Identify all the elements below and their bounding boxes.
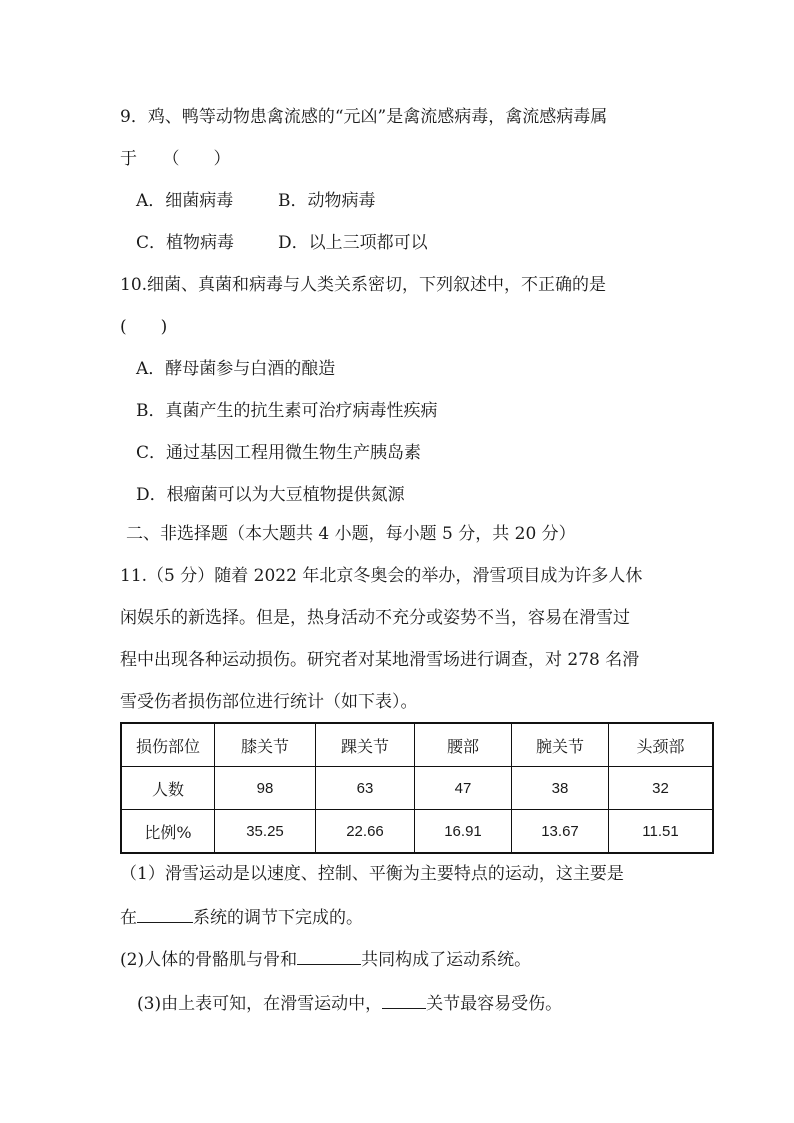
table-cell: 13.67 [512, 810, 609, 854]
q9-option-c: C．植物病毒 [136, 233, 235, 253]
table-cell: 22.66 [316, 810, 415, 854]
table-row [121, 767, 713, 810]
table-cell: 38 [512, 767, 609, 810]
q9-stem-line1: 9．鸡、鸭等动物患禽流感的“元凶”是禽流感病毒，禽流感病毒属 [120, 107, 608, 127]
q9-stem-line2: 于 （ ） [120, 149, 231, 169]
table-header-cell: 腕关节 [512, 723, 609, 767]
q10-option-d: D．根瘤菌可以为大豆植物提供氮源 [136, 485, 405, 505]
table-cell: 16.91 [415, 810, 512, 854]
q10-option-a: A．酵母菌参与白酒的酿造 [136, 359, 336, 379]
table-header-cell: 头颈部 [609, 723, 714, 767]
answer-blank-2[interactable] [297, 946, 361, 965]
q11-sub2 [120, 946, 531, 972]
q10-stem-line1: 10.细菌、真菌和病毒与人类关系密切，下列叙述中，不正确的是 [120, 275, 607, 295]
q9-option-b: B．动物病毒 [278, 191, 376, 211]
answer-blank-1[interactable] [137, 904, 193, 923]
q11-sub2-suffix: 共同构成了运动系统。 [361, 950, 532, 970]
q11-stem-line2: 闲娱乐的新选择。但是，热身活动不充分或姿势不当，容易在滑雪过 [120, 608, 630, 628]
q11-sub1-line1: （1）滑雪运动是以速度、控制、平衡为主要特点的运动，这主要是 [120, 864, 624, 884]
table-header-cell: 损伤部位 [121, 723, 215, 767]
answer-blank-3[interactable] [382, 990, 426, 1009]
q9-option-a: A．细菌病毒 [136, 191, 234, 211]
section-heading: 二、非选择题（本大题共 4 小题，每小题 5 分，共 20 分） [126, 524, 576, 544]
injury-statistics-table [120, 722, 714, 854]
q11-sub3-prefix: (3)由上表可知，在滑雪运动中， [137, 994, 383, 1014]
q11-stem-line3: 程中出现各种运动损伤。研究者对某地滑雪场进行调查，对 278 名滑 [120, 650, 640, 670]
table-header-row [121, 723, 713, 767]
q11-sub1-prefix: 在 [120, 908, 137, 928]
table-cell: 32 [609, 767, 714, 810]
q10-option-b: B．真菌产生的抗生素可治疗病毒性疾病 [136, 401, 438, 421]
table-cell: 11.51 [609, 810, 714, 854]
q11-stem-line4: 雪受伤者损伤部位进行统计（如下表）。 [120, 692, 418, 712]
q11-sub3 [137, 990, 562, 1016]
table-cell: 47 [415, 767, 512, 810]
table-cell: 35.25 [215, 810, 316, 854]
q11-stem-line1: 11.（5 分）随着 2022 年北京冬奥会的举办，滑雪项目成为许多人休 [120, 566, 643, 586]
table-header-cell: 踝关节 [316, 723, 415, 767]
q10-stem-line2: ( ) [120, 317, 168, 337]
q11-sub1-suffix: 系统的调节下完成的。 [193, 908, 363, 928]
q9-option-d: D．以上三项都可以 [278, 233, 428, 253]
table-row-label: 人数 [121, 767, 215, 810]
table-row [121, 810, 713, 854]
table-cell: 63 [316, 767, 415, 810]
q11-sub2-prefix: (2)人体的骨骼肌与骨和 [120, 950, 298, 970]
table-header-cell: 腰部 [415, 723, 512, 767]
table-cell: 98 [215, 767, 316, 810]
table-header-cell: 膝关节 [215, 723, 316, 767]
q10-option-c: C．通过基因工程用微生物生产胰岛素 [136, 443, 422, 463]
q11-sub1-line2 [120, 904, 363, 930]
table-row-label: 比例% [121, 810, 215, 854]
q11-sub3-suffix: 关节最容易受伤。 [426, 994, 563, 1014]
